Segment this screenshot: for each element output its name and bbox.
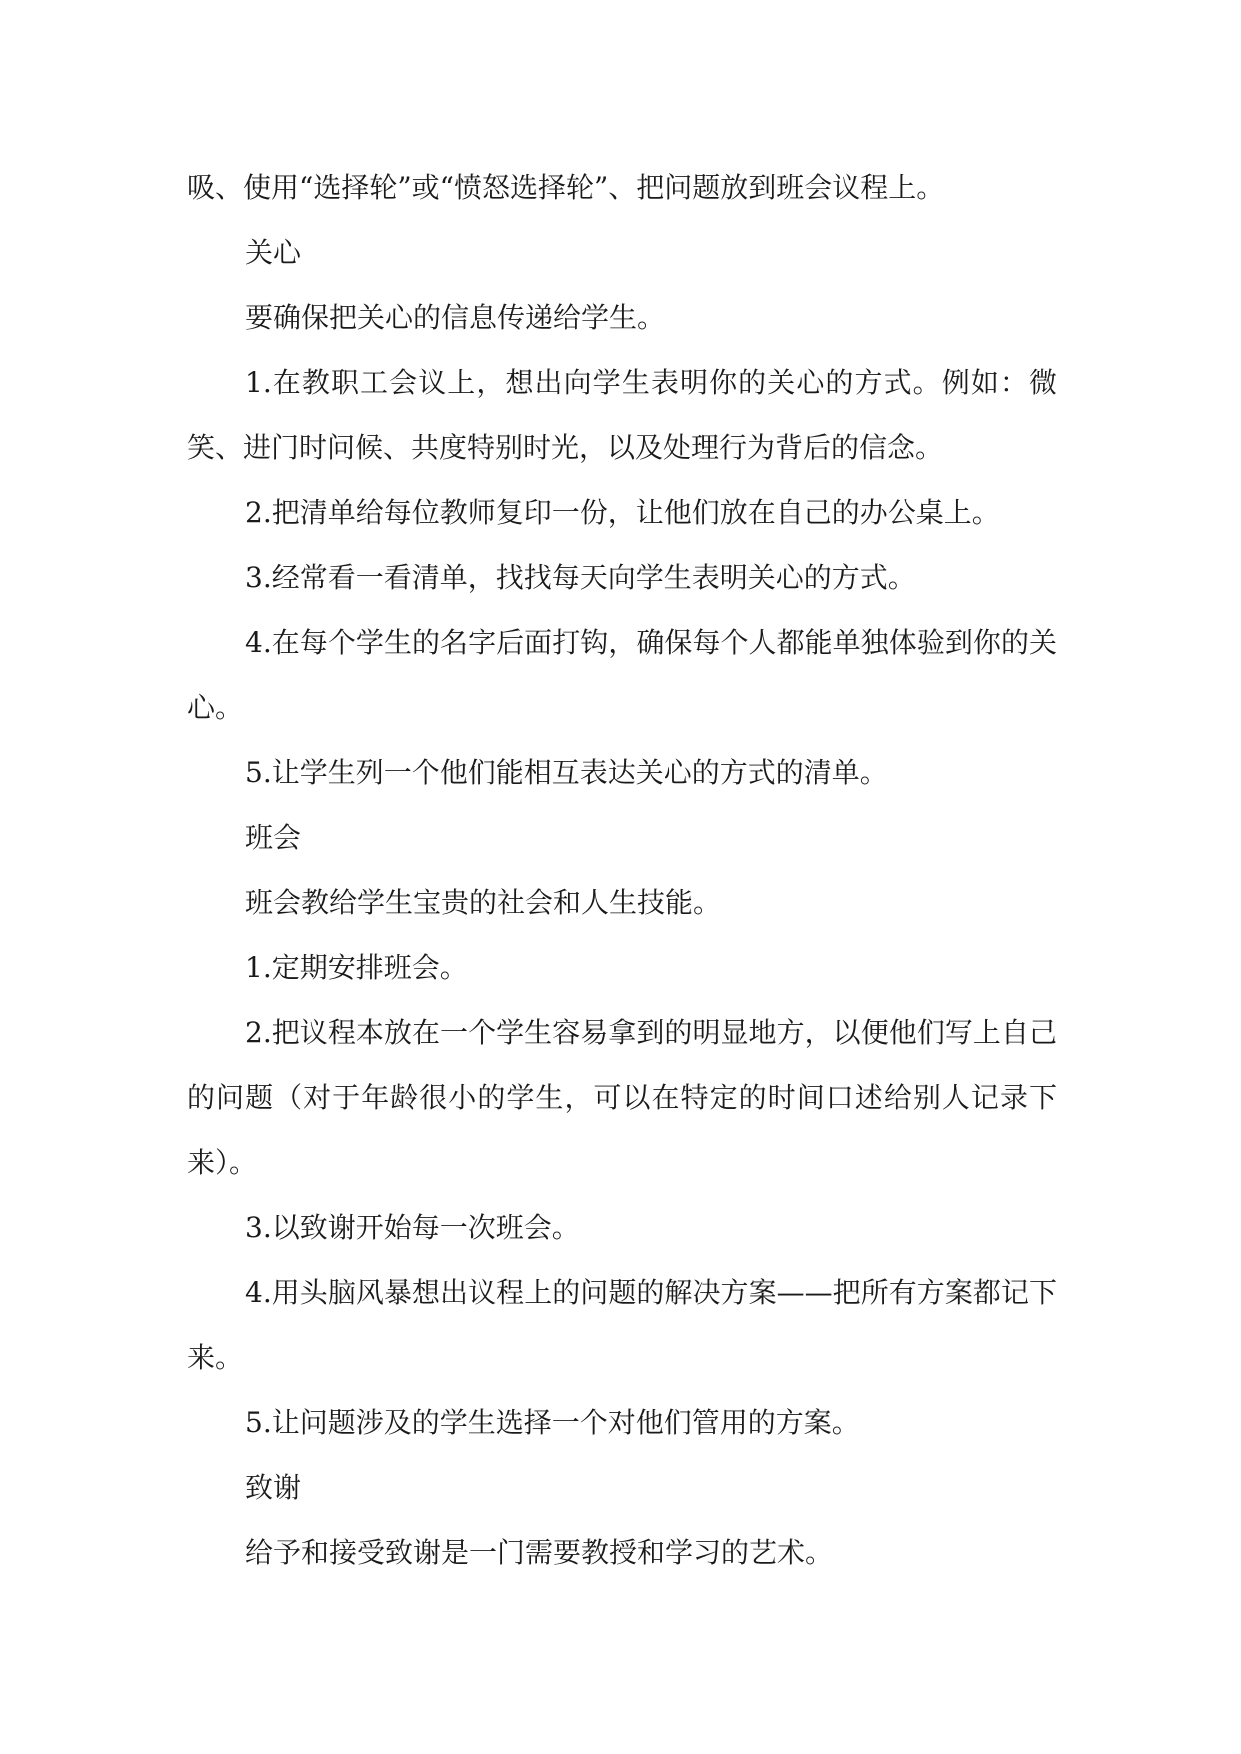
list-item: 3.以致谢开始每一次班会。 <box>245 1211 580 1244</box>
paragraph: 要确保把关心的信息传递给学生。 <box>245 301 666 334</box>
list-item: 5.让学生列一个他们能相互表达关心的方式的清单。 <box>245 756 888 789</box>
paragraph: 给予和接受致谢是一门需要教授和学习的艺术。 <box>245 1536 834 1569</box>
section-heading-thanks: 致谢 <box>245 1471 302 1504</box>
list-item: 2.把清单给每位教师复印一份，让他们放在自己的办公桌上。 <box>245 496 1000 529</box>
paragraph-continuation: 吸、使用“选择轮”或“愤怒选择轮”、把问题放到班会议程上。 <box>187 171 945 204</box>
list-item: 4.用头脑风暴想出议程上的问题的解决方案——把所有方案都记下来。 <box>187 1276 1057 1374</box>
list-item: 2.把议程本放在一个学生容易拿到的明显地方，以便他们写上自己的问题（对于年龄很小的学生，可以在特定的时间口述给别人记录下来）。 <box>187 1016 1057 1179</box>
list-item: 1.定期安排班会。 <box>245 951 468 984</box>
section-heading-class-meeting: 班会 <box>245 821 302 854</box>
list-item: 3.经常看一看清单，找找每天向学生表明关心的方式。 <box>245 561 916 594</box>
section-heading-care: 关心 <box>245 236 302 269</box>
paragraph: 班会教给学生宝贵的社会和人生技能。 <box>245 886 722 919</box>
list-item: 5.让问题涉及的学生选择一个对他们管用的方案。 <box>245 1406 860 1439</box>
list-item: 4.在每个学生的名字后面打钩，确保每个人都能单独体验到你的关心。 <box>187 626 1057 724</box>
list-item: 1.在教职工会议上，想出向学生表明你的关心的方式。例如：微笑、进门时问候、共度特别时光，以及处理行为背后的信念。 <box>187 366 1057 464</box>
document-body <box>187 155 1057 1585</box>
